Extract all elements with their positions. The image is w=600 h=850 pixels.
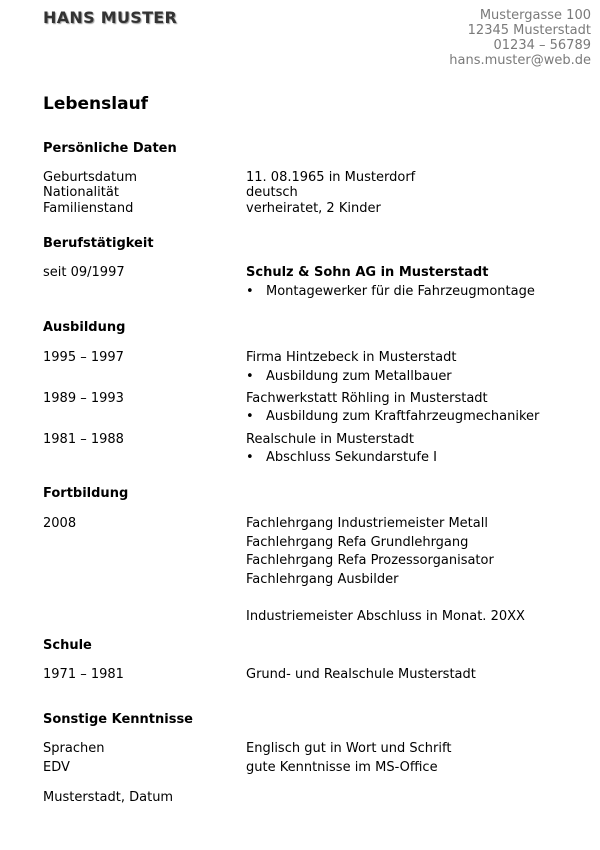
career-employer: Schulz & Sohn AG in Musterstadt — [246, 265, 489, 280]
training-place-2: Fachwerkstatt Röhling in Musterstadt — [246, 391, 488, 406]
address-phone: 01234 – 56789 — [493, 38, 591, 53]
training-period-3: 1981 – 1988 — [43, 432, 124, 447]
address-email[interactable]: hans.muster@web.de — [449, 53, 591, 68]
bullet-icon: • — [246, 409, 254, 424]
label-nationality: Nationalität — [43, 185, 119, 200]
career-period: seit 09/1997 — [43, 265, 125, 280]
training-detail-1: Ausbildung zum Metallbauer — [266, 369, 452, 384]
training-place-1: Firma Hintzebeck in Musterstadt — [246, 350, 457, 365]
training-detail-item-1 — [246, 369, 452, 384]
address-street: Mustergasse 100 — [479, 8, 591, 23]
training-detail-3: Abschluss Sekundarstufe I — [266, 450, 437, 465]
section-heading-further-training: Fortbildung — [43, 486, 129, 501]
bullet-icon: • — [246, 284, 254, 299]
training-period-1: 1995 – 1997 — [43, 350, 124, 365]
bullet-icon: • — [246, 369, 254, 384]
training-place-3: Realschule in Musterstadt — [246, 432, 415, 447]
value-languages: Englisch gut in Wort und Schrift — [246, 741, 452, 756]
section-heading-personal: Persönliche Daten — [43, 141, 177, 156]
label-birthdate: Geburtsdatum — [43, 170, 137, 185]
value-nationality: deutsch — [246, 185, 298, 200]
school-name: Grund- und Realschule Musterstadt — [246, 667, 476, 682]
label-languages: Sprachen — [43, 741, 105, 756]
training-period-2: 1989 – 1993 — [43, 391, 124, 406]
further-course-3: Fachlehrgang Refa Prozessorganisator — [246, 553, 494, 568]
label-it-skills: EDV — [43, 760, 70, 775]
school-period: 1971 – 1981 — [43, 667, 124, 682]
label-family-status: Familienstand — [43, 201, 134, 216]
further-course-2: Fachlehrgang Refa Grundlehrgang — [246, 535, 469, 550]
training-detail-item-3 — [246, 450, 437, 465]
further-training-note: Industriemeister Abschluss in Monat. 20XX — [246, 609, 525, 624]
career-detail-item — [246, 284, 535, 299]
further-training-year: 2008 — [43, 516, 77, 531]
section-heading-training: Ausbildung — [43, 320, 126, 335]
value-it-skills: gute Kenntnisse im MS-Office — [246, 760, 438, 775]
section-heading-other-skills: Sonstige Kenntnisse — [43, 712, 193, 727]
further-course-1: Fachlehrgang Industriemeister Metall — [246, 516, 488, 531]
applicant-name: HANS MUSTER — [43, 8, 178, 27]
document-title: Lebenslauf — [43, 94, 149, 114]
career-detail: Montagewerker für die Fahrzeugmontage — [266, 284, 535, 299]
training-detail-item-2 — [246, 409, 539, 424]
training-detail-2: Ausbildung zum Kraftfahrzeugmechaniker — [266, 409, 540, 424]
section-heading-career: Berufstätigkeit — [43, 236, 154, 251]
value-family-status: verheiratet, 2 Kinder — [246, 201, 381, 216]
place-and-date: Musterstadt, Datum — [43, 790, 174, 805]
bullet-icon: • — [246, 450, 254, 465]
section-heading-school: Schule — [43, 638, 92, 653]
address-city: 12345 Musterstadt — [467, 23, 591, 38]
value-birthdate: 11. 08.1965 in Musterdorf — [246, 170, 416, 185]
further-course-4: Fachlehrgang Ausbilder — [246, 572, 399, 587]
